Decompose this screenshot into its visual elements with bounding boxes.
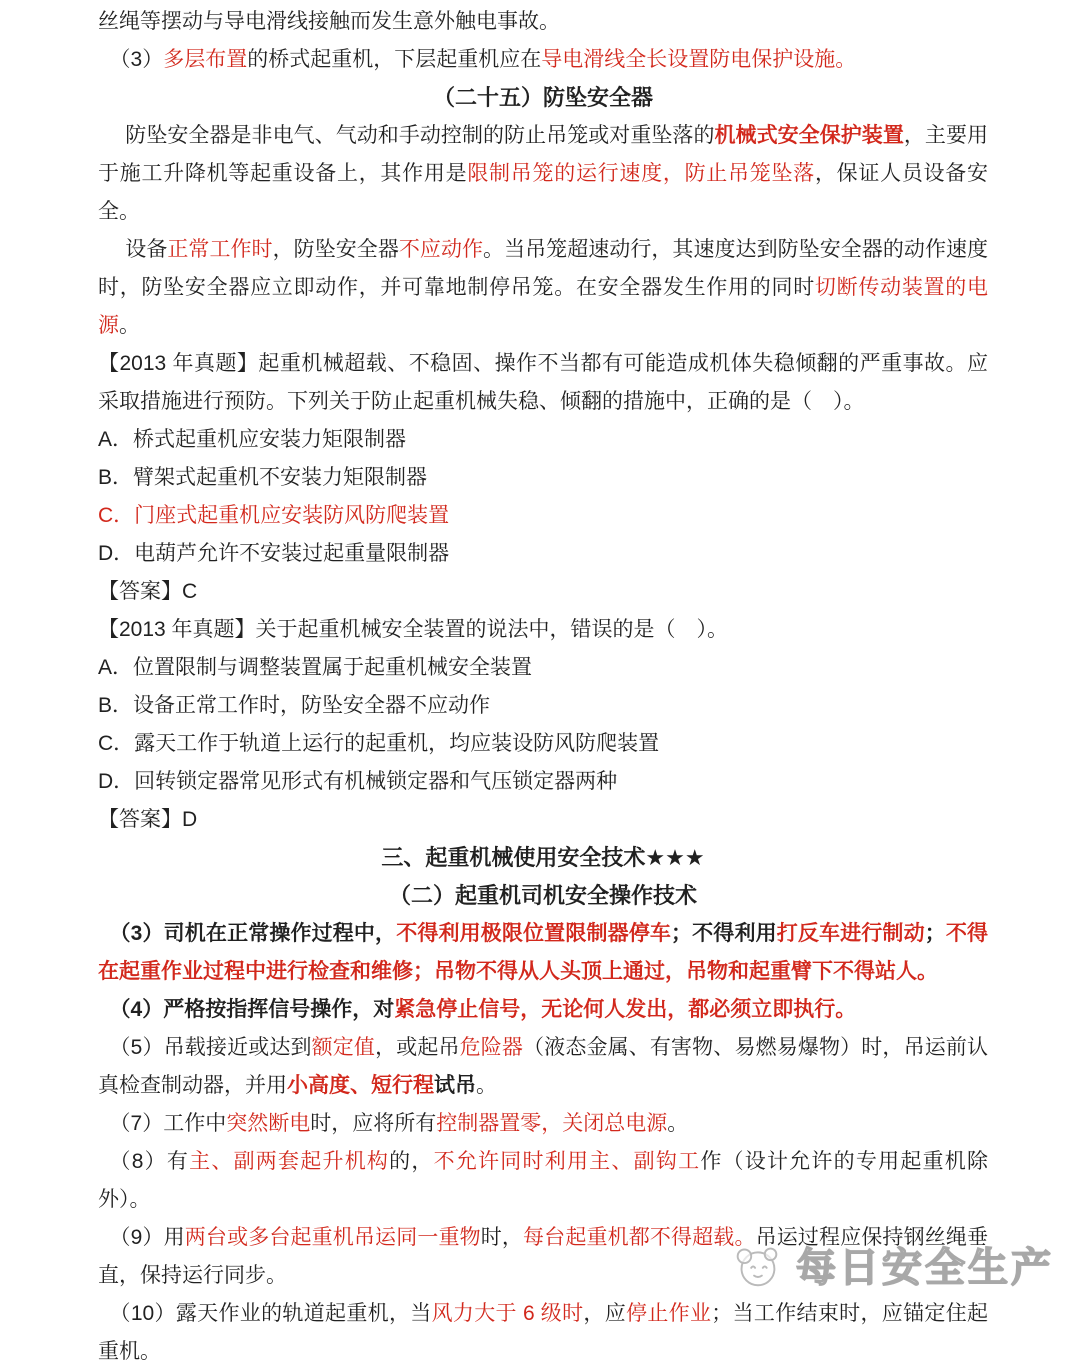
paragraph xyxy=(98,611,988,649)
highlighted-text: 每台起重机都不得超载。 xyxy=(523,1226,756,1249)
text-run: 【答案】C xyxy=(98,580,198,603)
text-run: C．露天工作于轨道上运行的起重机，均应装设防风防爬装置 xyxy=(98,732,660,755)
highlighted-text: 不允许同时利用主、副钩工 xyxy=(433,1150,701,1173)
highlighted-text: 风力大于 6 级时 xyxy=(431,1302,584,1325)
paragraph xyxy=(98,41,988,79)
text-run: D．电葫芦允许不安装过起重量限制器 xyxy=(98,542,450,565)
text-run: 。 xyxy=(119,314,140,337)
text-run: 【答案】D xyxy=(98,808,198,831)
text-run: （8）有 xyxy=(109,1150,190,1173)
text-run: 。 xyxy=(476,1074,497,1097)
paragraph xyxy=(98,649,988,687)
highlighted-text: 多层布置 xyxy=(163,48,248,71)
highlighted-text: 不应动作 xyxy=(398,238,484,261)
text-run: ；不得利用 xyxy=(671,922,777,945)
paragraph xyxy=(98,345,988,421)
text-run: （二）起重机司机安全操作技术 xyxy=(388,883,697,908)
paragraph xyxy=(98,1105,988,1143)
highlighted-text: 主、副两套起升机构 xyxy=(189,1150,390,1173)
highlighted-text: 打反车进行制动 xyxy=(776,922,925,945)
text-run: （二十五）防坠安全器 xyxy=(432,85,653,110)
paragraph xyxy=(98,535,988,573)
highlighted-text: 控制器置零，关闭总电源 xyxy=(436,1112,668,1135)
paragraph xyxy=(98,1219,988,1295)
text-run: 吊运过程应保持钢丝绳垂直，保持运行同步。 xyxy=(98,1226,988,1287)
section-heading xyxy=(98,79,988,117)
text-run: （液态金属、有害物、易燃易爆物）时，吊运前认真检查制动器，并用 xyxy=(98,1036,988,1097)
text-run: ； xyxy=(924,922,946,945)
text-run: ，应 xyxy=(583,1302,627,1325)
text-run: （5）吊载接近或达到 xyxy=(109,1036,312,1059)
paragraph xyxy=(98,915,988,991)
text-run: ；当工作结束时，应锚定住起重机。 xyxy=(98,1302,989,1363)
paragraph xyxy=(98,117,988,231)
highlighted-text: C．门座式起重机应安装防风防爬装置 xyxy=(98,504,450,527)
text-run: 作（设计允许的专用起重机除外）。 xyxy=(98,1150,989,1211)
paragraph xyxy=(98,421,988,459)
highlighted-text: 切断传动装置的电源 xyxy=(98,276,988,337)
text-run: （3） xyxy=(109,48,164,71)
text-run: （10）露天作业的轨道起重机，当 xyxy=(109,1302,432,1325)
text-run: 试吊 xyxy=(434,1074,476,1097)
highlighted-text: 机械式安全保护装置 xyxy=(714,124,904,147)
text-run: 【2013 年真题】起重机械超载、不稳固、操作不当都有可能造成机体失稳倾翻的严重事故。应采取措施进行预防。下列关于防止起重机械失稳、倾翻的措施中，正确的是（ ）。 xyxy=(98,352,988,413)
highlighted-text: 额定值 xyxy=(311,1036,376,1059)
highlighted-text: 危险器 xyxy=(459,1036,524,1059)
highlighted-text: 导电滑线全长设置防电保护设施。 xyxy=(541,48,857,71)
highlighted-text: 两台或多台起重机吊运同一重物 xyxy=(184,1226,481,1249)
text-run: 。 xyxy=(667,1112,689,1135)
text-run: 时， xyxy=(480,1226,524,1249)
text-run: ，防坠安全器 xyxy=(272,238,399,261)
text-run: 的， xyxy=(389,1150,434,1173)
paragraph xyxy=(98,801,988,839)
section-heading xyxy=(98,877,988,915)
highlighted-text: 限制吊笼的运行速度，防止吊笼坠落 xyxy=(467,162,815,185)
highlighted-text: 突然断电 xyxy=(226,1112,311,1135)
highlighted-text: 不得在起重作业过程中进行检查和维修；吊物不得从人头顶上通过，吊物和起重臂下不得站人。 xyxy=(98,922,988,983)
text-run: 的桥式起重机，下层起重机应在 xyxy=(247,48,542,71)
text-run: 三、起重机械使用安全技术★★★ xyxy=(381,845,705,870)
highlighted-text: 正常工作时 xyxy=(167,238,273,261)
text-run: B．臂架式起重机不安装力矩限制器 xyxy=(98,466,428,489)
paragraph xyxy=(98,231,988,345)
text-run: A．桥式起重机应安装力矩限制器 xyxy=(98,428,407,451)
highlighted-text: 停止作业 xyxy=(626,1302,712,1325)
paragraph xyxy=(98,459,988,497)
paragraph xyxy=(98,497,988,535)
watermark-text: 每日安全生产 xyxy=(796,1245,1054,1290)
paragraph xyxy=(98,3,988,41)
paragraph xyxy=(98,1295,988,1371)
text-run: （9）用 xyxy=(109,1226,185,1249)
section-heading xyxy=(98,839,988,877)
text-run: 。当吊笼超速动行，其速度达到防坠安全器的动作速度时，防坠安全器应立即动作，并可靠地制停吊笼。在安全器发生作用的同时 xyxy=(98,238,989,299)
text-run: ，主要用于施工升降机等起重设备上，其作用是 xyxy=(98,124,989,185)
text-run: （4）严格按指挥信号操作，对 xyxy=(109,998,395,1021)
text-run: D．回转锁定器常见形式有机械锁定器和气压锁定器两种 xyxy=(98,770,618,793)
paragraph xyxy=(98,725,988,763)
text-run: （3）司机在正常操作过程中， xyxy=(109,922,397,945)
paragraph xyxy=(98,1143,988,1219)
text-run: 丝绳等摆动与导电滑线接触而发生意外触电事故。 xyxy=(98,10,560,33)
paragraph xyxy=(98,763,988,801)
text-run: 【2013 年真题】关于起重机械安全装置的说法中，错误的是（ ）。 xyxy=(98,618,729,641)
text-run: （7）工作中 xyxy=(109,1112,227,1135)
text-run: 防坠安全器是非电气、气动和手动控制的防止吊笼或对重坠落的 xyxy=(125,124,715,147)
paragraph xyxy=(98,573,988,611)
text-run: ，或起吊 xyxy=(375,1036,460,1059)
paragraph xyxy=(98,1029,988,1105)
highlighted-text: 小高度、短行程 xyxy=(287,1074,434,1097)
text-run: ，保证人员设备安全。 xyxy=(98,162,989,223)
text-run: B．设备正常工作时，防坠安全器不应动作 xyxy=(98,694,491,717)
text-run: A．位置限制与调整装置属于起重机械安全装置 xyxy=(98,656,533,679)
paragraph xyxy=(98,991,988,1029)
highlighted-text: 紧急停止信号，无论何人发出，都必须立即执行。 xyxy=(394,998,857,1021)
highlighted-text: 不得利用极限位置限制器停车 xyxy=(396,922,672,945)
text-run: 时，应将所有 xyxy=(310,1112,437,1135)
paragraph xyxy=(98,687,988,725)
text-run: 设备 xyxy=(125,238,168,261)
